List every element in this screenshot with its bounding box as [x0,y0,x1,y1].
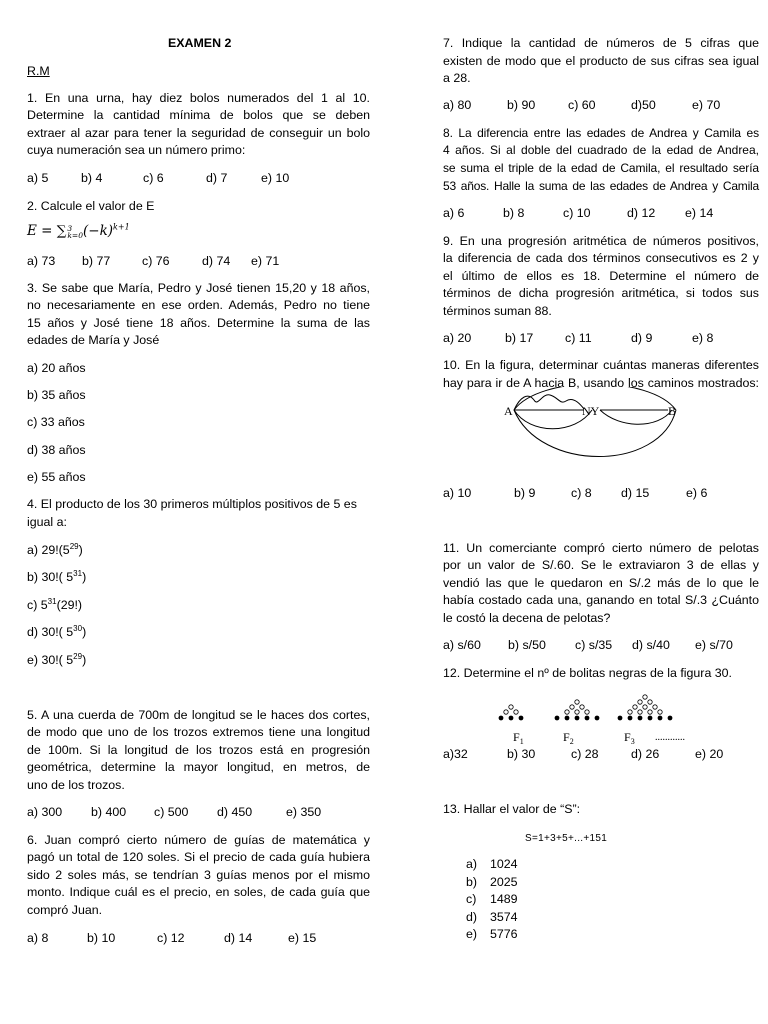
question-text-line: uno de los trozos. [27,778,125,792]
figure-f2-black [555,716,600,721]
formula-lhs: E = ∑ [27,223,67,239]
section-label: R.M [27,64,50,78]
answer-option: a) 20 [443,331,472,345]
answer-option: b) 9 [514,486,536,500]
answer-option: b) s/50 [508,638,546,652]
question-text-line: 5. A una cuerda de 700m de longitud se le haces dos cortes, [27,708,370,722]
question-text-line: se suma el triple de la edad de Camila, el resultado sería [443,161,759,175]
answer-option: a) 80 [443,98,472,112]
answer-option: b) 8 [503,206,525,220]
option-base: c) 5 [27,598,48,612]
option-tail: (29!) [56,598,83,612]
answer-option: d)50 [631,98,656,112]
option-tail: ) [82,570,87,584]
option-exponent: 31 [73,568,83,578]
question-text-line: 13. Hallar el valor de “S”: [443,802,581,816]
answer-option: c) s/35 [575,638,613,652]
answer-option: e) 10 [261,171,290,185]
answer-option: d) 15 [621,486,650,500]
question-text-line: vendió las que le quedaron en S/.2 más de lo que le [443,576,759,590]
path-ny-b-arc [600,410,672,424]
answer-option: a) 73 [27,254,56,268]
answer-option: e) 8 [692,331,714,345]
answer-option: b) 10 [87,931,116,945]
label-f2: $F_2$ [563,730,574,746]
option-value: 1024 [490,857,518,871]
answer-option: b) 400 [91,805,127,819]
answer-option: e) 350 [286,805,322,819]
answer-option: c) 500 [154,805,189,819]
option-tail: ) [78,543,83,557]
question-text-line: igual a: [27,515,67,529]
question-text-line: 4. El producto de los 30 primeros múltiplos positivos de 5 es [27,497,357,511]
question-text-line: de modo que uno de los trozos extremos tiene una longitud [27,725,370,739]
option-letter: c) [466,892,477,906]
paths-figure [500,387,690,457]
option-exponent: 30 [73,623,83,633]
question-text-line: el último de ellos es 18. Determine el número de [443,269,759,283]
question-text-line: 12. Determine el nº de bolitas negras de la figura 30. [443,666,732,680]
label-f1: $F_1$ [513,730,524,746]
question-text-line: 2. Calcule el valor de E [27,199,155,213]
answer-option: c) 33 años [27,415,85,429]
answer-option [27,624,86,640]
sum-formula [27,223,130,239]
option-base: b) 30!( 5 [27,570,74,584]
question-text-line: a 28. [443,71,471,85]
question-text-line: 10. En la figura, determinar cuántas maneras diferentes [443,358,759,372]
question-text-line: 6. Juan compró cierto número de guías de matemática y [27,833,370,847]
formula-body: (−k) [83,223,114,239]
option-value: 1489 [490,892,518,906]
answer-option: e) s/70 [695,638,733,652]
option-tail: ) [82,625,87,639]
question-text-line: Determine la cantidad mínima de bolos que se deben [27,108,370,122]
answer-option: a) 10 [443,486,472,500]
balls-pattern-figure [495,693,705,748]
option-letter: a) [466,857,478,871]
option-base: a) 29!(5 [27,543,70,557]
label-ellipsis: ............ [655,732,685,743]
question-text-line: 15 años y José tiene 18 años. Determine la suma de las [27,316,370,330]
option-exponent: 31 [47,596,57,606]
label-f3: $F_3$ [624,730,635,746]
question-text-line: de 100m. Si la longitud de los trozos está en progresión [27,743,370,757]
answer-option: a) s/60 [443,638,481,652]
question-text-line: por un valor de S/.60. Se le extraviaron 3 de ellas y [443,558,759,572]
answer-option: d) 38 años [27,443,86,457]
question-text-line: la diferencia de cada dos términos consecutivos es 2 y [443,251,759,265]
answer-option: e) 15 [288,931,317,945]
answer-option [466,891,518,907]
answer-option: d) 9 [631,331,653,345]
answer-option: b) 4 [81,171,103,185]
question-text-line: cuya numeración sea un número primo: [27,143,246,157]
answer-option: c) 8 [571,486,592,500]
answer-option [27,597,82,613]
question-text-line: le costó la decena de pelotas? [443,611,611,625]
question-text-line: 11. Un comerciante compró cierto número de pelotas [443,541,759,555]
option-letter: b) [466,875,478,889]
answer-option: d) 74 [202,254,231,268]
answer-option: e) 20 [695,747,724,761]
answer-option: d) 26 [631,747,660,761]
answer-option: a) 6 [443,206,465,220]
question-text-line: compró Juan. [27,903,103,917]
exam-title: EXAMEN 2 [168,36,232,50]
answer-option: e) 70 [692,98,721,112]
answer-option: e) 14 [685,206,714,220]
figure-f1 [504,705,518,714]
figure-f2 [565,700,589,714]
answer-option: c) 60 [568,98,596,112]
question-text-line: 8. La diferencia entre las edades de Andrea y Camila es [443,126,759,140]
question-text-line: 9. En una progresión aritmética de números positivos, [443,234,759,248]
answer-option [466,926,518,942]
question-text-line: geométrica, determine la mayor longitud, en metros, de [27,760,370,774]
question-text-line: términos suman 88. [443,304,552,318]
question-text-line: había costado cada una, ganando en total S/.3 ¿Cuánto [443,593,759,607]
option-value: 5776 [490,927,518,941]
answer-option [466,874,518,890]
answer-option: d) 450 [217,805,253,819]
series-formula: S=1+3+5+...+151 [525,833,608,844]
sum-lower-limit: k=0 [67,230,83,240]
answer-option: b) 77 [82,254,111,268]
figure-f3-black [618,716,673,721]
answer-option: d) 12 [627,206,656,220]
answer-option: e) 55 años [27,470,86,484]
option-base: d) 30!( 5 [27,625,74,639]
label-ny: NY [582,404,600,418]
option-exponent: 29 [73,651,83,661]
answer-option: d) 7 [206,171,228,185]
option-exponent: 29 [69,541,79,551]
label-a: A [504,404,513,418]
answer-option [27,652,86,668]
figure-f1-black [499,716,524,721]
label-b: B [668,404,677,418]
answer-option: a) 8 [27,931,49,945]
answer-option: b) 17 [505,331,534,345]
figure-f3 [628,695,662,714]
question-text-line: términos de dicha progresión aritmética, si todos sus [443,286,759,300]
question-text-line: 1. En una urna, hay diez bolos numerados del 1 al 10. [27,91,370,105]
answer-option: b) 90 [507,98,536,112]
question-text-line: 3. Se sabe que María, Pedro y José tienen 15,20 y 18 años, [27,281,370,295]
question-text-line: edades de María y José [27,333,160,347]
question-text-line: extraer al azar para tener la seguridad de conseguir un bolo [27,126,370,140]
question-text-line: pagó un total de 120 soles. Si el precio de cada guía hubiera [27,850,370,864]
question-text-line: existen de modo que el producto de sus cifras sea igual [443,54,759,68]
answer-option: c) 12 [157,931,185,945]
answer-option: d) s/40 [632,638,670,652]
answer-option: e) 71 [251,254,280,268]
answer-option: a) 5 [27,171,49,185]
question-text-line: sido 2 soles más, se tendrían 3 guías menos por el mismo [27,868,370,882]
answer-option: c) 6 [143,171,164,185]
answer-option: d) 14 [224,931,253,945]
option-tail: ) [82,653,87,667]
answer-option: c) 76 [142,254,170,268]
path-wavy [514,395,584,410]
answer-option: a)32 [443,747,468,761]
answer-option [27,569,86,585]
question-text-line: 53 años. Halle la suma de las edades de Andrea y Camila [443,179,759,193]
question-text-line: 4 años. Si al doble del cuadrado de la edad de Andrea, [443,143,759,157]
question-text-line: no necesariamente en ese orden. Además, Pedro no tiene [27,298,370,312]
answer-option: a) 300 [27,805,63,819]
answer-option [466,856,518,872]
sum-upper-limit: 3 [67,223,73,233]
answer-option: e) 6 [686,486,708,500]
option-base: e) 30!( 5 [27,653,74,667]
option-value: 2025 [490,875,518,889]
answer-option: b) 35 años [27,388,86,402]
answer-option: c) 28 [571,747,599,761]
question-text-line: 7. Indique la cantidad de números de 5 cifras que [443,36,759,50]
formula-exponent: k+1 [113,222,130,232]
question-text-line: hay para ir de A hacia B, usando los caminos mostrados: [443,376,759,390]
answer-option: c) 10 [563,206,591,220]
answer-option: a) 20 años [27,361,86,375]
answer-option: b) 30 [507,747,536,761]
answer-option [27,542,83,558]
question-text-line: monto. Indique cuál es el precio, en soles, de cada guía que [27,885,370,899]
answer-option [466,909,518,925]
answer-option: c) 11 [565,331,592,345]
option-letter: e) [466,927,478,941]
path-bottom-inner [514,410,592,429]
option-letter: d) [466,910,478,924]
option-value: 3574 [490,910,518,924]
